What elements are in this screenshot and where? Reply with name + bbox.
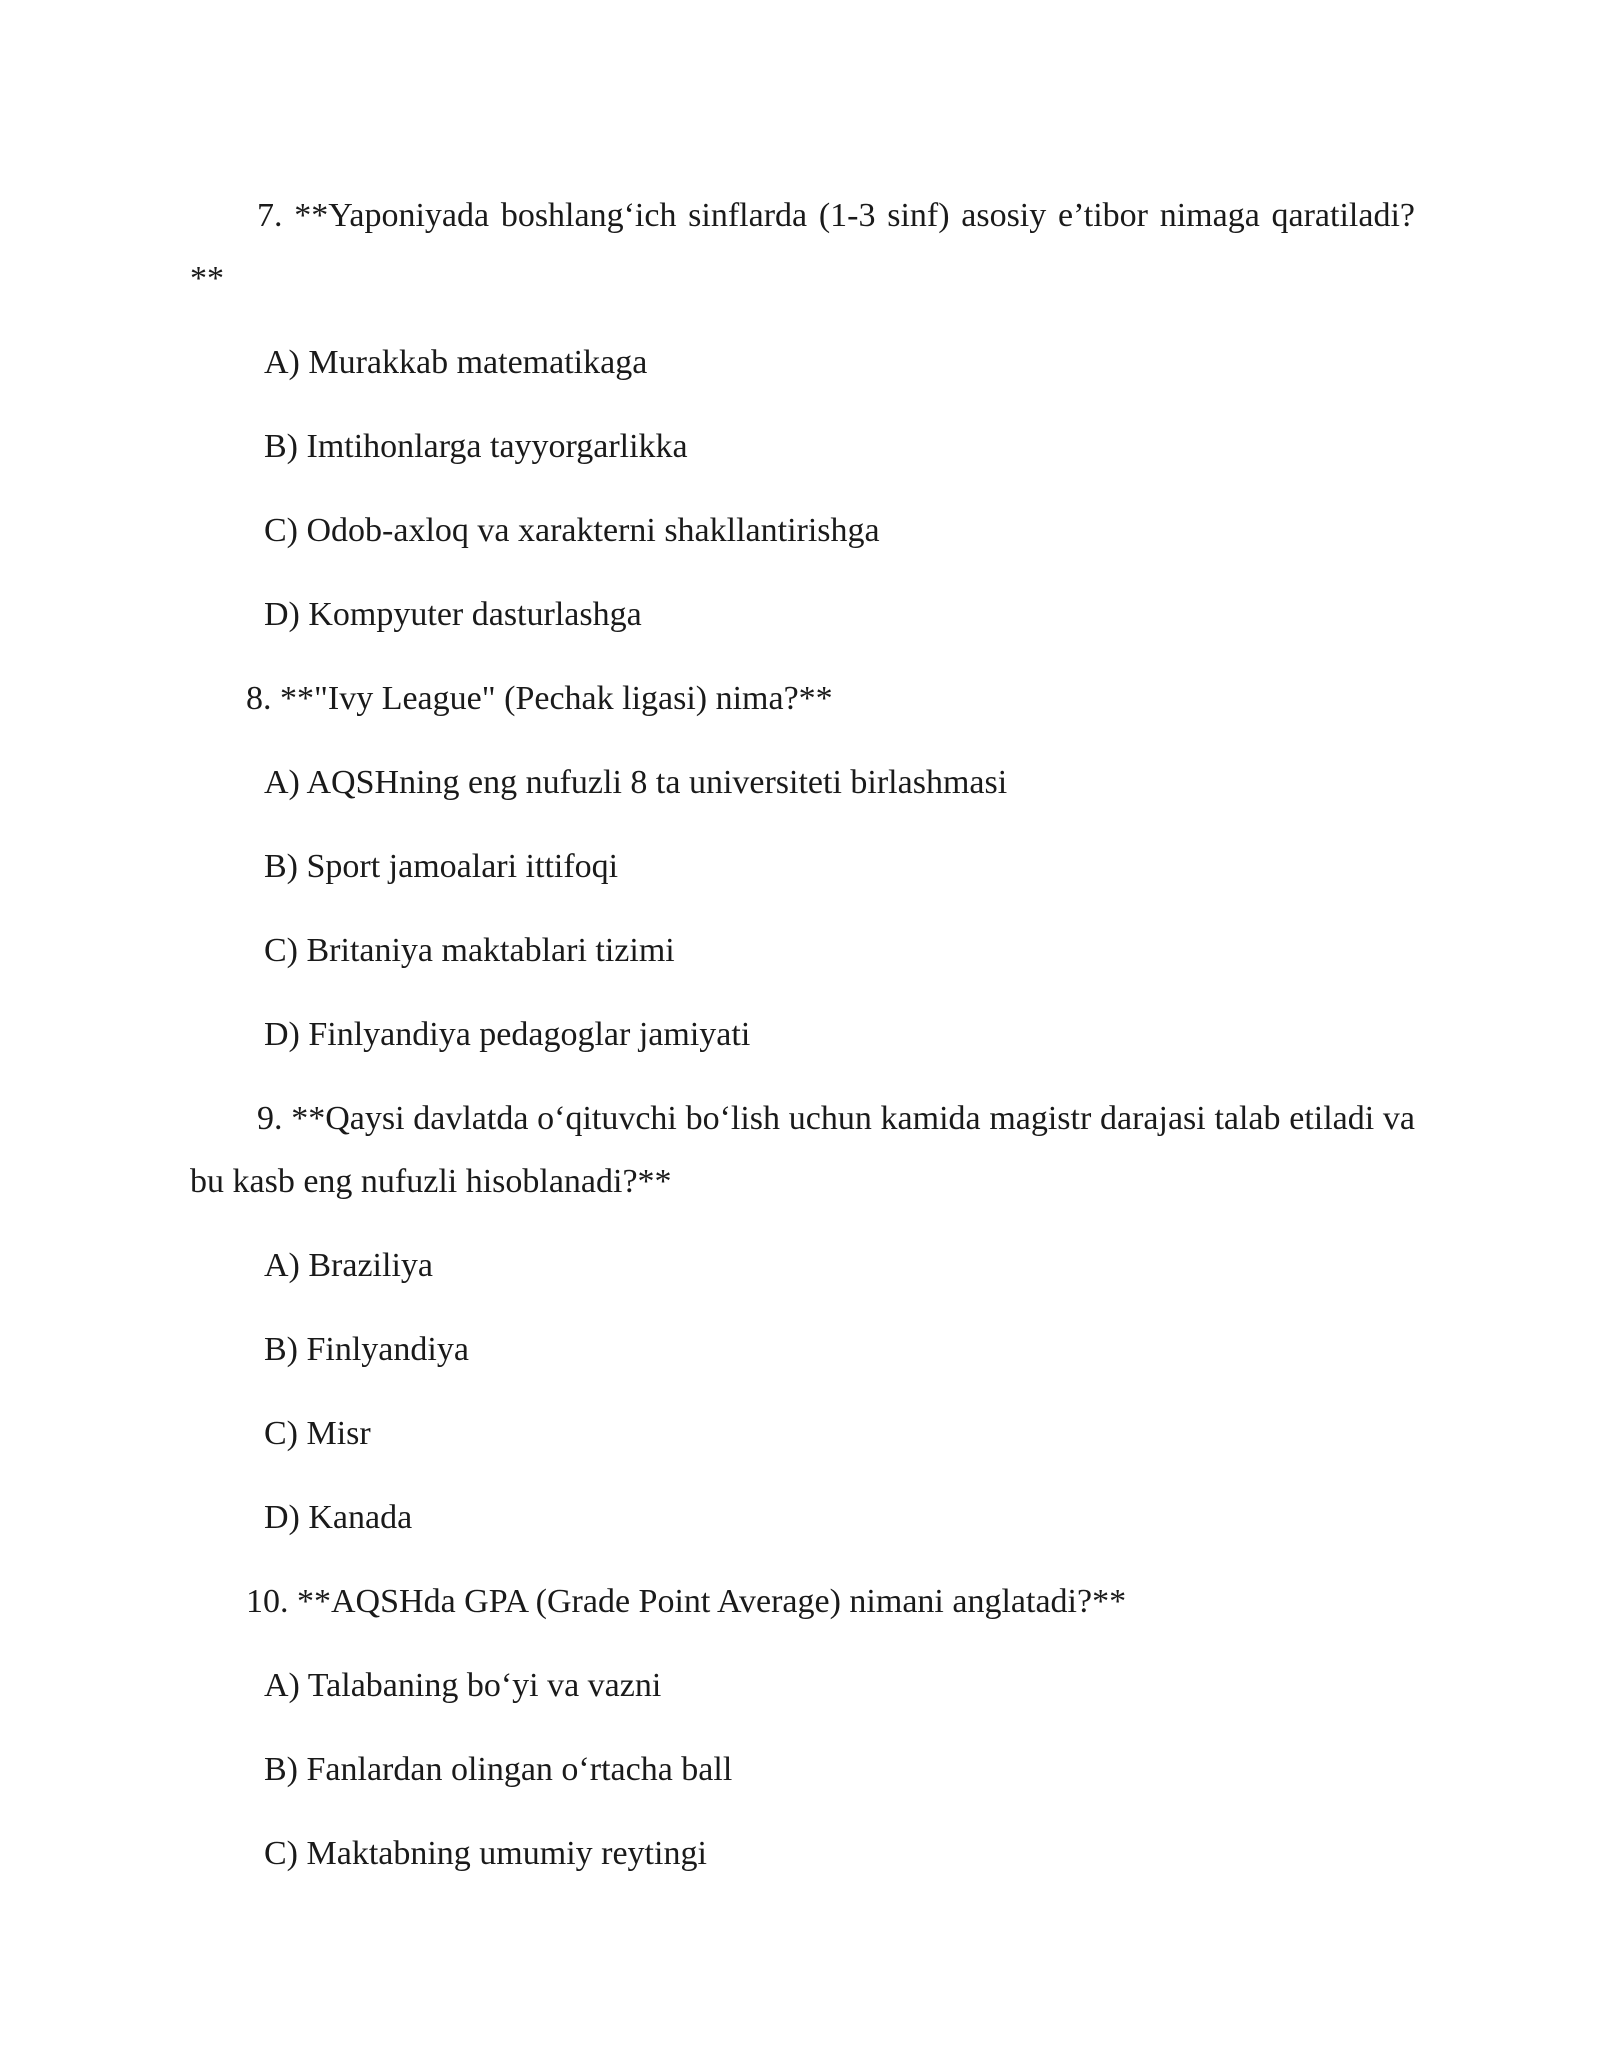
question-8: 8. **"Ivy League" (Pechak ligasi) nima?** — [246, 680, 833, 717]
question-9: 9. **Qaysi davlatda o‘qituvchi bo‘lish uchun kamida magistr darajasi talab etiladi va bu kasb eng nufuzli hisoblanadi?** — [190, 1100, 1415, 1200]
question-10-option-b: B) Fanlardan olingan o‘rtacha ball — [264, 1751, 733, 1788]
question-7-option-b: B) Imtihonlarga tayyorgarlikka — [264, 428, 688, 465]
document-body — [190, 184, 1415, 1885]
question-9-option-a: A) Braziliya — [264, 1247, 433, 1284]
question-7-option-a: A) Murakkab matematikaga — [264, 344, 648, 381]
question-10: 10. **AQSHda GPA (Grade Point Average) nimani anglatadi?** — [246, 1583, 1127, 1620]
question-9-option-c: C) Misr — [264, 1415, 371, 1452]
question-8-option-d: D) Finlyandiya pedagoglar jamiyati — [264, 1016, 751, 1053]
question-7: 7. **Yaponiyada boshlang‘ich sinflarda (1-3 sinf) asosiy e’tibor nimaga qaratiladi?** — [190, 197, 1415, 297]
question-9-option-b: B) Finlyandiya — [264, 1331, 469, 1368]
question-8-option-a: A) AQSHning eng nufuzli 8 ta universiteti birlashmasi — [264, 764, 1008, 801]
question-8-option-c: C) Britaniya maktablari tizimi — [264, 932, 675, 969]
question-7-option-d: D) Kompyuter dasturlashga — [264, 596, 642, 633]
question-9-option-d: D) Kanada — [264, 1499, 413, 1536]
question-10-option-a: A) Talabaning bo‘yi va vazni — [264, 1667, 662, 1704]
question-8-option-b: B) Sport jamoalari ittifoqi — [264, 848, 619, 885]
question-10-option-c: C) Maktabning umumiy reytingi — [264, 1835, 707, 1872]
question-7-option-c: C) Odob-axloq va xarakterni shakllantirishga — [264, 512, 880, 549]
